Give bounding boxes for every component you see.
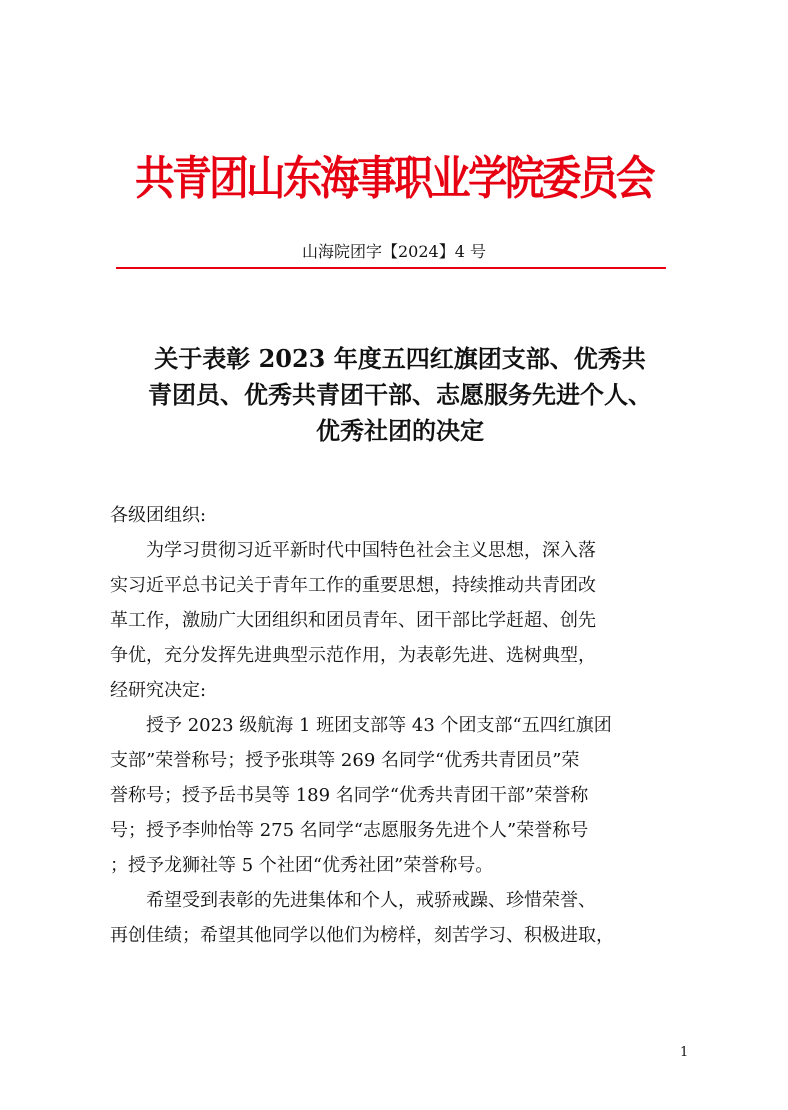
paragraph-line: 希望受到表彰的先进集体和个人，戒骄戒躁、珍惜荣誉、 — [146, 890, 596, 911]
paragraph-line: 革工作，激励广大团组织和团员青年、团干部比学赶超、创先 — [110, 610, 596, 631]
paragraph-line: 经研究决定: — [110, 680, 207, 701]
paragraph-line: ；授予龙狮社等 5 个社团“优秀社团”荣誉称号。 — [110, 855, 494, 876]
document-title — [100, 341, 700, 449]
paragraph-line: 争优，充分发挥先进典型示范作用，为表彰先进、选树典型， — [110, 645, 596, 666]
paragraph-2 — [110, 708, 700, 883]
paragraph-line: 誉称号；授予岳书昊等 189 名同学“优秀共青团干部”荣誉称 — [110, 785, 589, 806]
title-line-1: 关于表彰 2023 年度五四红旗团支部、优秀共 — [154, 344, 646, 373]
paragraph-3 — [110, 883, 700, 953]
paragraph-line: 实习近平总书记关于青年工作的重要思想，持续推动共青团改 — [110, 575, 596, 596]
title-line-3: 优秀社团的决定 — [316, 416, 484, 445]
page-number: 1 — [680, 1045, 689, 1060]
paragraph-line: 授予 2023 级航海 1 班团支部等 43 个团支部“五四红旗团 — [146, 715, 612, 736]
issuing-organization-header: 共青团山东海事职业学院委员会 — [135, 151, 653, 205]
document-number: 山海院团字【2024】4 号 — [302, 242, 486, 261]
salutation: 各级团组织: — [110, 505, 207, 526]
paragraph-line: 再创佳绩；希望其他同学以他们为榜样，刻苦学习、积极进取， — [110, 925, 614, 946]
paragraph-line: 为学习贯彻习近平新时代中国特色社会主义思想，深入落 — [146, 540, 596, 561]
paragraph-line: 支部”荣誉称号；授予张琪等 269 名同学“优秀共青团员”荣 — [110, 750, 580, 771]
paragraph-line: 号；授予李帅怡等 275 名同学“志愿服务先进个人”荣誉称号 — [110, 820, 589, 841]
paragraph-1 — [110, 533, 700, 708]
document-body — [110, 498, 700, 953]
title-line-2: 青团员、优秀共青团干部、志愿服务先进个人、 — [148, 380, 652, 409]
red-divider-line — [116, 267, 666, 269]
